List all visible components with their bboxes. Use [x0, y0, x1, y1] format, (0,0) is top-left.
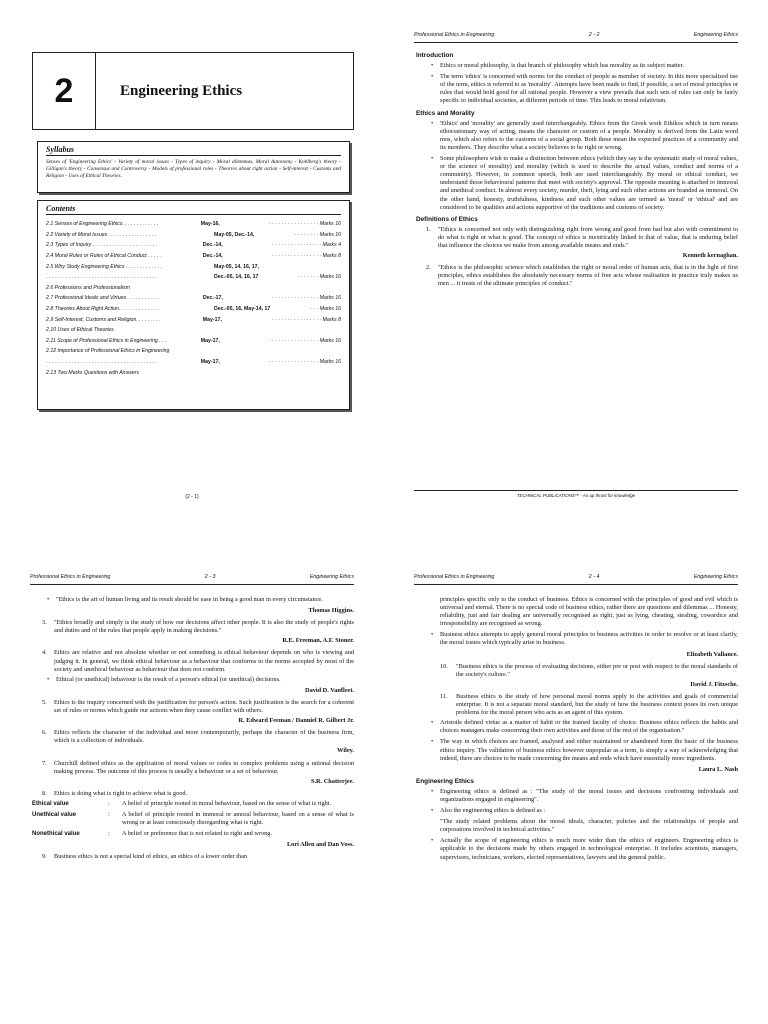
contents-exam: May-17,: [200, 359, 220, 366]
value-definition: [32, 811, 354, 827]
contents-title: 2.6 Professions and Professionalism: [46, 284, 130, 291]
contents-exam: May-17,: [202, 316, 222, 323]
section-heading: Introduction: [416, 52, 454, 59]
attribution: Lori Allen and Dan Voss.: [286, 841, 354, 849]
list-item: • The term 'ethics' is concerned with norms for the conduct of people as member of society. In this more specialized use of the term, ethics is referred to as 'morality'. Attempts have been made to find, if possible, a set of moral principles or rules that would hold good for all rational people. However a view prevails that such sets of rules can only be fairly specific to individual societies, at different periods of time. This leads to moral relativism.: [416, 73, 738, 105]
list-item: • Actually the scope of engineering ethics is much more wider than the ethics of engineers. Engineering ethics is applicable to the decisions made by others engaged in technological enterprise. It includes scientists, managers, supervisors, technicians, workers, elected representatives, lawyers and the general public.: [416, 837, 738, 861]
page-2-body: [416, 48, 738, 290]
list-item: • Some philosophers wish to make a distinction between ethics (which they say is the systematic study of moral values, or the science of morality) and morality (which is used to describe the actual values, conduct and norms of a community). However, in common speech, both are used interchangeably. By moral or ethical conduct, we understand those behavioural patterns that meet with society's approval. The opposite meaning is attached to immoral and unethical conduct. In almost every society, murder, theft, lying and such other actions are branded as immoral. On the other hand, honesty, truthfulness, kindness and such other values are termed as 'moral' or 'ethical' and are considered to be qualities and actions supportive of the traditions and customs of society.: [416, 155, 738, 212]
running-header: [414, 574, 738, 585]
contents-marks: · · · · · · · · · · · · · · · Marks 16: [272, 295, 341, 302]
page-footer: TECHNICAL PUBLICATIONS™ - An up thrust for knowledge: [414, 490, 738, 498]
list-item: • Ethical (or unethical) behaviour is the result of a person's ethical (or unethical) decisions.: [32, 676, 354, 684]
definition-item: [32, 790, 354, 798]
item-number: 3.: [42, 619, 47, 627]
attribution: Wiley.: [337, 747, 354, 755]
contents-row: [46, 283, 341, 294]
contents-title: 2.13 Two Marks Questions with Answers: [46, 369, 140, 376]
contents-list: [46, 219, 341, 378]
contents-title: 2.11 Scope of Professional Ethics in Engineering . . .: [46, 337, 167, 344]
contents-row: [46, 261, 341, 272]
header-book-title: Professional Ethics in Engineering: [414, 32, 495, 38]
contents-row: [46, 314, 341, 325]
header-page-label: 2 - 2: [588, 32, 600, 38]
definition-item: [32, 699, 354, 715]
contents-marks: · · · · · · · · · · · · · · · · Marks 8: [271, 253, 341, 260]
attribution: Elizabeth Vallance.: [686, 650, 738, 658]
item-number: 8.: [42, 789, 47, 797]
attribution: R. Edward Feeman / Danniel R. Gilbert Jr.: [238, 717, 354, 725]
value-definition: [32, 830, 354, 838]
contents-marks: · · · · · · · · · · · · · · · · Marks 8: [271, 316, 341, 323]
contents-marks: · · · · · · · · · · · · · · · · Marks 16: [268, 221, 341, 228]
page-number: (2 - 1): [185, 494, 199, 500]
contents-title: 2.1 Senses of Engineering Ethics. . . . . . . . . . . . .: [46, 221, 159, 228]
header-chapter-title: Engineering Ethics: [693, 574, 738, 580]
list-item: • Aristotle defined virtue as a matter of habit or the trained faculty of choice. Business ethics reflects the habits and choices managers make concerning their own activities and those of the rest of the organisation.": [416, 719, 738, 735]
contents-marks: · · · · · · · · · · · · · · · · Marks 16: [268, 337, 341, 344]
quote: "The study related problems about the moral ideals, character, policies and the relationships of people and corporations involved in technical activities.": [440, 818, 738, 834]
item-number: 10.: [440, 662, 448, 670]
page-3: [0, 512, 384, 1024]
chapter-title: Engineering Ethics: [120, 82, 243, 99]
header-book-title: Professional Ethics in Engineering: [30, 574, 111, 580]
contents-title: 2.2 Variety of Moral Issues . . . . . . . . . . . . . . . . .: [46, 231, 157, 238]
contents-exam: Dec.-05, 14, 16, 17: [214, 274, 259, 281]
list-item: • Business ethics attempts to apply general moral principles to business activities in order to resolve or at least clarify, the moral issues which typically arise in business.: [416, 631, 738, 647]
contents-exam: May-05, 14, 16, 17,: [214, 263, 259, 270]
header-book-title: Professional Ethics in Engineering: [414, 574, 495, 580]
section-heading: Definitions of Ethics: [416, 215, 478, 223]
running-header: [30, 574, 354, 585]
contents-row: [46, 304, 341, 315]
contents-row: [46, 240, 341, 251]
definition-item: [32, 760, 354, 776]
list-item: • "Ethics is the art of human living and its result should be ease in being a good man in every circumstance.: [32, 596, 354, 604]
item-text: Business ethics is the study of how personal moral norms apply to the activities and goals of commercial enterprise. It is not a separate moral standard, but the study of how the business context poses its own unique problems for the moral person who acts as an agent of this system.: [456, 692, 738, 717]
value-description: A belief of principle rooted in moral behaviour, based on the sense of what is right.: [122, 799, 332, 807]
contents-row: [46, 325, 341, 336]
contents-exam: Dec.-14,: [202, 242, 223, 249]
item-number: 11.: [440, 692, 448, 700]
values-list: [32, 800, 354, 838]
item-text: "Ethics is concerned not only with distinguishing right from wrong and good from bad but also with commitment to do what is right or what is good. The concept of ethics is inextricably linked to that of value, that is enduring belief that influence the choices we make from among available means and ends.": [438, 225, 738, 249]
contents-marks: · · · · · · · · Marks 16: [294, 231, 341, 238]
attribution: Kenneth kernaghan.: [682, 252, 738, 260]
syllabus-heading: Syllabus: [46, 145, 341, 156]
contents-title: 2.5 Why Study Engineering Ethics . . . . . . . . . . . . .: [46, 263, 162, 270]
contents-title: 2.4 Moral Rules or Rules of Ethical Conduct . . . . .: [46, 253, 162, 260]
item-text: "Business ethics is the process of evaluating decisions, either pre or post with respect to the moral standards of the society's culture.": [456, 662, 738, 678]
contents-marks: · · · · · · · Marks 16: [297, 274, 341, 281]
definition-item: [416, 663, 738, 679]
value-label: Ethical value: [32, 800, 69, 807]
item-text: Churchill defined ethics as the application of moral values or codes to complex problems using a rational decision making process. The outcome of this process is usually a behaviour or a set of behaviour.: [54, 759, 354, 775]
item-number: 5.: [42, 698, 47, 706]
page-1: [0, 0, 384, 512]
item-text: Ethics is the inquiry concerned with the justification for person's action. Such justification is the search for a coherent set of rules or norms which guide our actions when they cause conflict with others.: [54, 698, 354, 715]
header-chapter-title: Engineering Ethics: [309, 574, 354, 580]
contents-marks: · · · · · · · · · · · · · · · · Marks 4: [271, 242, 341, 249]
item-number: 9.: [42, 853, 47, 861]
contents-row: [46, 346, 341, 357]
attribution: S.R. Chatterjee.: [310, 777, 354, 785]
contents-title: 2.12 Importance of Professional Ethics in Engineering: [46, 348, 170, 355]
attribution: Laura L. Nash: [698, 765, 738, 773]
contents-exam: Dec.-17,: [202, 295, 223, 302]
contents-exam: Dec.-14,: [202, 253, 223, 260]
contents-title: 2.8 Theories About Right Action. . . . . . . . . . . . . . .: [46, 306, 161, 313]
chapter-title-box: [32, 52, 354, 130]
contents-row: [46, 367, 341, 378]
value-separator: :: [108, 799, 110, 807]
header-page-label: 2 - 3: [204, 574, 216, 580]
definition-item: [32, 619, 354, 635]
syllabus-box: [37, 141, 350, 193]
attribution: David J. Fitzsche.: [690, 680, 738, 688]
item-number: 4.: [42, 649, 47, 657]
item-text: "Ethics broadly and simply is the study of how our decisions affect other people. It is also the study of people's rights and duties and of the rules that people apply in making decisions.": [54, 619, 354, 635]
item-number: 6.: [42, 729, 47, 737]
value-definition: [32, 800, 354, 808]
definition-item: [32, 649, 354, 673]
header-page-label: 2 - 4: [588, 574, 600, 580]
chapter-number: 2: [33, 53, 96, 129]
contents-heading: Contents: [46, 204, 341, 215]
value-separator: :: [108, 810, 110, 818]
contents-row: [46, 272, 341, 283]
value-description: A belief of principle rooted in immoral or amoral behaviour, based on a sense of what is wrong or at least consciously disregarding what is right.: [122, 810, 354, 827]
item-text: Business ethics is not a special kind of ethics, an ethics of a lower order than: [54, 853, 248, 861]
contents-title: 2.10 Uses of Ethical Theories: [46, 327, 114, 334]
contents-box: [37, 200, 350, 410]
contents-title: . . . . . . . . . . . . . . . . . . . . . . . . . . . . . . . . . . . . . . .: [46, 274, 157, 281]
contents-row: [46, 293, 341, 304]
syllabus-text: Senses of 'Engineering Ethics' - Variety of moral issues - Types of inquiry - Moral dilemmas, Moral Autonomy - Kohlberg's theory - Gilligan's theory - Consensus and Controversy - Models of professional roles - Theories about right action - Self-interest - Customs and Religion - Uses of Ethical Theories.: [46, 159, 341, 179]
contents-row: [46, 219, 341, 230]
contents-exam: May-05, Dec.-14,: [214, 231, 255, 238]
contents-row: [46, 251, 341, 262]
contents-row: [46, 230, 341, 241]
item-number: 7.: [42, 759, 47, 767]
contents-title: . . . . . . . . . . . . . . . . . . . . . . . . . . . . . . . . . . . . . . .: [46, 359, 157, 366]
contents-title: 2.7 Professional Ideals and Virtues . . . . . . . . . . . .: [46, 295, 161, 302]
definition-item: [32, 853, 354, 861]
paragraph: principles specific only to the conduct of business. Ethics is concerned with the principles of good and evil which is universal and eternal. There is no special code of business ethics, rather there are questions and dilemmas ... Honesty, reliability, just and fair dealing are universally recognised as right, just as lying, cheating, stealing, cowardice and irresponsibility are recognised as wrong.: [440, 596, 738, 628]
header-chapter-title: Engineering Ethics: [693, 32, 738, 38]
running-header: [414, 32, 738, 43]
contents-title: 2.3 Types of Inquiry . . . . . . . . . . . . . . . . . . . . . . .: [46, 242, 158, 249]
contents-exam: May-16,: [200, 221, 220, 228]
section-heading: Ethics and Morality: [416, 109, 475, 117]
item-text: Ethics reflects the character of the individual and more contemporarily, perhaps the character of the business firm, which is a collection of individuals.: [54, 729, 354, 745]
item-text: "Ethics is the philosophic science which establishes the right or moral order of human acts, that is in the light of first principles, ethics establishes the absolutely necessary norms of free acts whose realisation in practice truly makes us men ... it treats of the ultimate principles of conduct.": [438, 264, 738, 288]
value-separator: :: [108, 830, 110, 838]
contents-marks: · · · · · · · · · · · · · · · · Marks 16: [268, 359, 341, 366]
value-label: Nonethical value: [32, 831, 80, 838]
item-text: Ethics is doing what is right to achieve what is good.: [54, 789, 188, 797]
definition-item: [416, 693, 738, 717]
list-item: • Ethics or moral philosophy, is that branch of philosophy which has morality as its subject matter.: [416, 62, 738, 70]
value-description: A belief or preference that is not related to right and wrong.: [122, 830, 273, 838]
item-number: 1.: [426, 225, 431, 233]
section-heading: Engineering Ethics: [416, 777, 474, 785]
contents-marks: · · · Marks 16: [310, 306, 341, 313]
page-4: [384, 512, 768, 1024]
contents-exam: May-17,: [200, 337, 220, 344]
list-item: • Also the engineering ethics is defined as :: [416, 807, 738, 815]
definition-item: [32, 729, 354, 745]
definition-item: [416, 226, 738, 250]
contents-row: [46, 336, 341, 347]
attribution: David D. Vanfleet.: [305, 686, 354, 694]
value-label: Unethical value: [32, 811, 77, 818]
attribution: Thomas Higgins.: [308, 607, 354, 615]
attribution: R.E. Freeman, A.F. Stoner.: [282, 637, 354, 645]
list-item: • Engineering ethics is defined as : "The study of the moral issues and decisions confronting individuals and organizations engaged in engineering".: [416, 788, 738, 804]
contents-exam: Dec.-05, 16, May-14, 17: [214, 306, 271, 313]
contents-title: 2.9 Self-Interest, Customs and Religion. . . . . . . . .: [46, 316, 161, 323]
page-2: [384, 0, 768, 512]
page-4-body: [416, 596, 738, 865]
definitions-list: [32, 596, 354, 798]
page-3-body: [32, 596, 354, 863]
item-number: 2.: [426, 264, 431, 272]
list-item: • 'Ethics' and 'morality' are generally used interchangeably. Ethics from the Greek work Ethikos which in turn means ethocustomary way of acting, means the character or custom of a people. Morality is derived from the Latin word mos, which also refers to the customs of a social group. Both these mean the expected practices of a community and its members. They describe what a society believes to be right or wrong.: [416, 120, 738, 152]
list-item: • The way in which choices are framed, analysed and either maintained or abandoned form the basic of the business ethics inquiry. The validation of business ethics however unpopular as a term, is simply a way of acknowledging that indeed, there are choices to be made concerning the means and ends which have essentially more ingredients.: [416, 738, 738, 762]
item-text: Ethics are relative and not absolute whether or not something is ethical behaviour depends on who is viewing and judging it. In general, we think ethical behaviour as a behaviour that conforms to the norms accepted by most of the society and unethical behaviour as behaviour that does not conform.: [54, 649, 354, 673]
definition-item: [416, 264, 738, 288]
contents-row: [46, 357, 341, 368]
